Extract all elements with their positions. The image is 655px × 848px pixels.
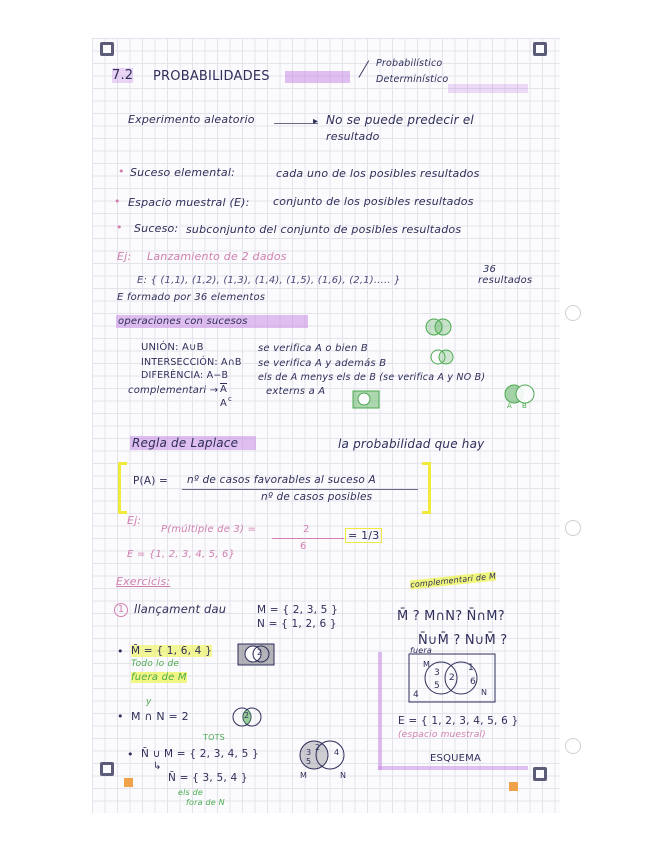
venn-result3-n: N (340, 771, 347, 780)
venn-union-inter (428, 345, 458, 369)
exercise-number: 1 (114, 603, 128, 617)
example1-count-label: resultados (478, 275, 533, 286)
result2: M ∩ N = 2 (131, 710, 189, 723)
page-title: PROBABILIDADES (153, 69, 270, 84)
binder-hole-2 (565, 520, 581, 536)
orange-dot-right (509, 782, 518, 791)
complement-symbol: $\overline{A}$ (220, 384, 228, 395)
def-suceso-elemental-text: cada uno de los posibles resultados (276, 167, 480, 180)
experimento-definition-1: No se puede predecir el (326, 113, 474, 127)
venn-esquema-1: 1 (468, 663, 474, 673)
result2-bullet: • (117, 710, 124, 723)
example1-label: Ej: (117, 250, 132, 263)
exercises-heading: Exercicis: (116, 575, 171, 588)
result4-note-2: fora de N (186, 798, 225, 807)
exercise-text: llançament dau (134, 602, 227, 616)
venn-esquema-n: N (481, 688, 488, 697)
complement-text: externs a A (266, 386, 326, 397)
binder-hole-3 (565, 738, 581, 754)
experimento-term: Experimento aleatorio (128, 113, 255, 126)
def-suceso-text: subconjunto del conjunto de posibles resultados (186, 223, 462, 236)
def-suceso-elemental-term: Suceso elemental: (130, 166, 235, 179)
venn-result2-value: 2 (244, 711, 250, 720)
venn-esquema-2: 2 (449, 673, 455, 683)
laplace-heading: Regla de Laplace (130, 436, 256, 450)
corner-mark-top-right (533, 42, 547, 56)
bullet-2: • (114, 195, 121, 208)
laplace-bracket-left (118, 462, 127, 514)
result3: N̄ ∪ M = { 2, 3, 4, 5 } (141, 748, 259, 760)
questions-line-2: N̄∪M̄ ? N∪M̄ ? (418, 633, 508, 648)
set-m: M = { 2, 3, 5 } (257, 604, 338, 616)
espacio-muestral-note: (espacio muestral) (398, 730, 486, 740)
venn-operations-top (424, 314, 454, 338)
result4-arrow: ↳ (153, 761, 162, 772)
venn-complement (352, 390, 382, 410)
difference-label: DIFERÈNCIA: A−B (141, 370, 229, 381)
venn-result3-3: 3 (306, 748, 312, 757)
example1-note: E formado por 36 elementos (117, 292, 266, 303)
result4-note-1: els de (178, 788, 204, 797)
venn-result3-m: M (300, 771, 308, 780)
laplace-subtitle: la probabilidad que hay (338, 437, 485, 451)
result1-note-1: Todo lo de (131, 659, 180, 669)
set-n: N = { 1, 2, 6 } (257, 618, 337, 630)
venn-result3 (294, 738, 354, 772)
title-highlight (285, 71, 350, 83)
venn-esquema-fuera: fuera (410, 646, 432, 655)
result1-bullet: • (117, 645, 124, 658)
questions-line-1: M̄ ? M∩N? N̄∩M? (397, 609, 505, 624)
laplace-lhs: P(A) = (133, 475, 169, 487)
union-label: UNIÓN: A∪B (141, 342, 204, 353)
laplace-numerator: nº de casos favorables al suceso A (187, 474, 376, 486)
operations-heading: operaciones con sucesos (116, 315, 308, 328)
complement-superscript: c (228, 395, 233, 403)
bullet-1: • (118, 165, 125, 178)
bullet-3: • (116, 221, 123, 234)
example2-denominator: 6 (300, 541, 307, 552)
header-highlight-right (448, 84, 528, 93)
experimento-definition-2: resultado (326, 130, 380, 143)
venn-result3-5: 5 (306, 757, 312, 766)
purple-vertical-bar (378, 652, 382, 770)
example2-result: = 1/3 (345, 528, 382, 543)
complement-m-label: complementari de M (409, 571, 497, 590)
corner-mark-bottom-left (100, 762, 114, 776)
example2-expression: P(múltiple de 3) = (161, 524, 257, 535)
example1-count: 36 (483, 264, 497, 275)
type-probabilistico: Probabilístico (376, 58, 443, 69)
example2-numerator: 2 (303, 524, 310, 535)
intersection-text: se verifica A y además B (258, 358, 387, 369)
union-text: se verifica A o bien B (258, 343, 368, 354)
section-number: 7.2 (112, 68, 134, 83)
def-suceso-term: Suceso: (134, 222, 179, 235)
example1-set: E: { (1,1), (1,2), (1,3), (1,4), (1,5), (1,6), (2,1)..... } (137, 275, 401, 286)
result3-bullet: • (127, 748, 134, 761)
intersection-label: INTERSECCIÓN: A∩B (141, 357, 242, 368)
venn-result3-2: 2 (315, 743, 321, 752)
venn-esquema-5: 5 (434, 681, 440, 691)
complement-label: complementari → (128, 385, 219, 396)
venn-esquema-m: M (423, 660, 431, 669)
y-connector: y (146, 697, 152, 707)
venn-esquema-3: 3 (434, 668, 440, 678)
laplace-denominator: nº de casos posibles (261, 491, 373, 503)
laplace-bracket-right (422, 462, 431, 514)
orange-dot-left (124, 778, 133, 787)
venn-result1-value: 2 (257, 648, 263, 657)
venn-result3-4: 4 (334, 748, 340, 757)
venn-label-a: A (507, 402, 512, 410)
corner-mark-top-left (100, 42, 114, 56)
example2-fraction-line (272, 538, 344, 539)
arrow-head: ▸ (313, 116, 319, 127)
result4: N̄ = { 3, 5, 4 } (168, 772, 248, 784)
venn-esquema-4: 4 (413, 690, 419, 700)
result1-note-2: fuera de M (131, 672, 187, 683)
def-espacio-muestral-text: conjunto de los posibles resultados (273, 195, 474, 208)
esquema-label: ESQUEMA (430, 753, 482, 764)
venn-label-b: B (522, 402, 528, 410)
laplace-fraction-line (182, 489, 418, 490)
difference-text: els de A menys els de B (se verifica A y NO B) (258, 372, 486, 383)
venn-esquema-6: 6 (470, 677, 476, 687)
espacio-muestral-set: E = { 1, 2, 3, 4, 5, 6 } (398, 715, 519, 727)
complement-alt: A (220, 398, 228, 409)
purple-bottom-bar (378, 766, 528, 770)
binder-hole-1 (565, 305, 581, 321)
def-espacio-muestral-term: Espacio muestral (E): (128, 196, 250, 209)
bracket-mark: ⁄ (362, 58, 366, 83)
type-deterministico: Determinístico (376, 74, 449, 85)
corner-mark-bottom-right (533, 767, 547, 781)
example1-title: Lanzamiento de 2 dados (147, 250, 287, 263)
tots-label: TOTS (203, 733, 225, 742)
example2-label: Ej: (127, 514, 142, 527)
arrow-line (274, 123, 318, 124)
result1: M̄ = { 1, 6, 4 } (131, 645, 212, 657)
example2-set: E = {1, 2, 3, 4, 5, 6} (127, 549, 236, 560)
